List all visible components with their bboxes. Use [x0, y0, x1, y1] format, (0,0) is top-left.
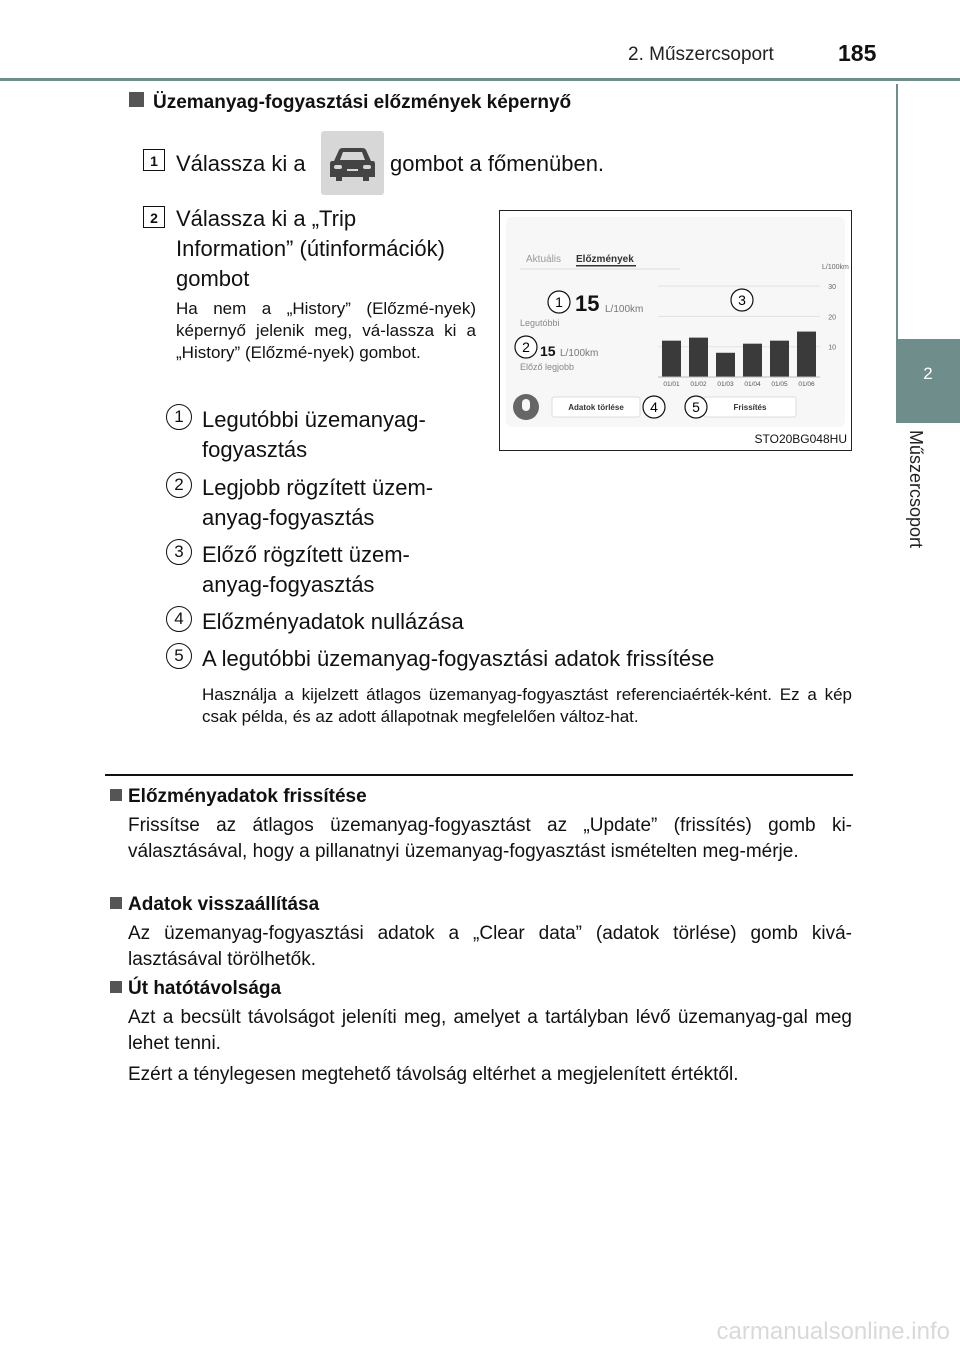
callout-1-marker — [548, 291, 570, 313]
car-icon — [321, 131, 384, 195]
car-menu-button — [321, 131, 384, 195]
y-tick-label: 20 — [828, 314, 836, 322]
callout-line: anyag-fogyasztás — [202, 505, 375, 530]
step-2-line: Válassza ki a „Trip — [176, 206, 357, 231]
step-2-line: gombot — [176, 266, 250, 291]
step-1-text-after: gombot a főmenüben. — [390, 151, 605, 176]
callout-line: Legjobb rögzített üzem- — [202, 475, 434, 500]
square-bullet-icon — [110, 789, 122, 801]
chart-bar — [662, 341, 681, 377]
chart-bar — [797, 332, 816, 377]
callout-3-text — [202, 540, 410, 600]
step-2-text — [176, 204, 486, 294]
subsection-3-paragraph-1: Azt a becsült távolságot jeleníti meg, amelyet a tartályban lévő üzemanyag-gal meg lehet tenni. — [128, 1007, 852, 1054]
chart-bar — [743, 344, 762, 377]
chart-bar — [770, 341, 789, 377]
callout-line: Előző rögzített üzem- — [202, 542, 410, 567]
callout-number-1: 1 — [166, 404, 192, 430]
tab-current: Aktuális — [526, 254, 562, 265]
callout-number-2: 2 — [166, 472, 192, 498]
section-header: 2. Műszercsoport — [628, 44, 774, 65]
best-value: 15 — [540, 343, 556, 359]
section-title: Üzemanyag-fogyasztási előzmények képernyő — [129, 92, 571, 114]
x-tick-label: 01/05 — [771, 381, 788, 388]
latest-unit: L/100km — [605, 304, 644, 315]
step-2-line: Information” (útinformációk) — [176, 236, 445, 261]
page-number: 185 — [838, 40, 877, 66]
callout-5-marker — [685, 396, 707, 418]
svg-text:1: 1 — [555, 294, 563, 310]
history-screen — [500, 211, 851, 450]
callout-4-marker — [643, 396, 665, 418]
callout-line: fogyasztás — [202, 437, 308, 462]
subsection-2-paragraph: Az üzemanyag-fogyasztási adatok a „Clear data” (adatok törlése) gomb kivá-lasztásával törölhetők. — [128, 923, 852, 970]
chapter-label: Műszercsoport — [906, 430, 926, 549]
x-tick-label: 01/04 — [744, 381, 761, 388]
svg-text:4: 4 — [650, 399, 658, 415]
callout-number-5: 5 — [166, 643, 192, 669]
svg-text:2: 2 — [522, 339, 530, 355]
callout-note: Használja a kijelzett átlagos üzemanyag-fogyasztást referenciaérték-ként. Ez a kép csak példa, és az adott állapotnak megfelelően változ-hat. — [202, 685, 852, 726]
callout-3-marker — [731, 289, 753, 311]
step-number-2: 2 — [143, 206, 165, 228]
callout-number-3: 3 — [166, 539, 192, 565]
callout-2-marker — [515, 336, 537, 358]
square-bullet-icon — [129, 92, 144, 107]
image-code: STO20BG048HU — [754, 432, 847, 446]
microphone-icon — [522, 399, 530, 411]
y-tick-label: 10 — [828, 344, 836, 352]
subsection-title-2: Adatok visszaállítása — [110, 894, 319, 916]
y-tick-label: 30 — [828, 284, 836, 292]
x-tick-label: 01/06 — [798, 381, 815, 388]
watermark: carmanualsonline.info — [716, 1318, 950, 1345]
display-screenshot — [499, 210, 852, 451]
chart-bar — [689, 338, 708, 377]
section-divider — [105, 774, 853, 776]
square-bullet-icon — [110, 897, 122, 909]
tab-history: Előzmények — [576, 254, 634, 265]
callout-2-text — [202, 473, 433, 533]
best-label: Előző legjobb — [520, 362, 575, 372]
latest-label: Legutóbbi — [520, 318, 560, 328]
x-tick-label: 01/02 — [690, 381, 707, 388]
side-tab-strip — [896, 84, 960, 339]
clear-data-label: Adatok törlése — [568, 403, 624, 412]
svg-text:5: 5 — [692, 399, 700, 415]
chapter-tab: 2 — [896, 339, 960, 423]
subsection-title-1: Előzményadatok frissítése — [110, 786, 367, 808]
callout-4-text: Előzményadatok nullázása — [202, 609, 464, 634]
best-unit: L/100km — [560, 348, 599, 359]
x-tick-label: 01/01 — [663, 381, 680, 388]
subsection-3-paragraph-2: Ezért a ténylegesen megtehető távolság eltérhet a megjelenített értéktől. — [128, 1064, 739, 1085]
callout-number-4: 4 — [166, 606, 192, 632]
tab-underline — [576, 265, 636, 267]
callout-line: Legutóbbi üzemanyag- — [202, 407, 426, 432]
step-1-text-before: Válassza ki a — [176, 151, 306, 176]
update-label: Frissítés — [733, 403, 767, 412]
subsection-title-3: Út hatótávolsága — [110, 978, 281, 1000]
callout-1-text — [202, 405, 426, 465]
axis-unit-label: L/100km — [822, 264, 849, 271]
x-tick-label: 01/03 — [717, 381, 734, 388]
step-number-1: 1 — [143, 149, 165, 171]
header-divider — [0, 78, 960, 81]
square-bullet-icon — [110, 981, 122, 993]
callout-5-text: A legutóbbi üzemanyag-fogyasztási adatok frissítése — [202, 646, 715, 671]
subsection-1-paragraph: Frissítse az átlagos üzemanyag-fogyasztást az „Update” (frissítés) gomb ki-választásával, hogy a pillanatnyi üzemanyag-fogyasztást ismételten meg-mérje. — [128, 815, 852, 862]
callout-line: anyag-fogyasztás — [202, 572, 375, 597]
svg-text:3: 3 — [738, 292, 746, 308]
step-2-note: Ha nem a „History” (Előzmé-nyek) képernyő jelenik meg, vá-lassza ki a „History” (Előzmé-nyek) gombot. — [176, 299, 476, 362]
chart-bar — [716, 353, 735, 377]
latest-value: 15 — [575, 291, 600, 316]
